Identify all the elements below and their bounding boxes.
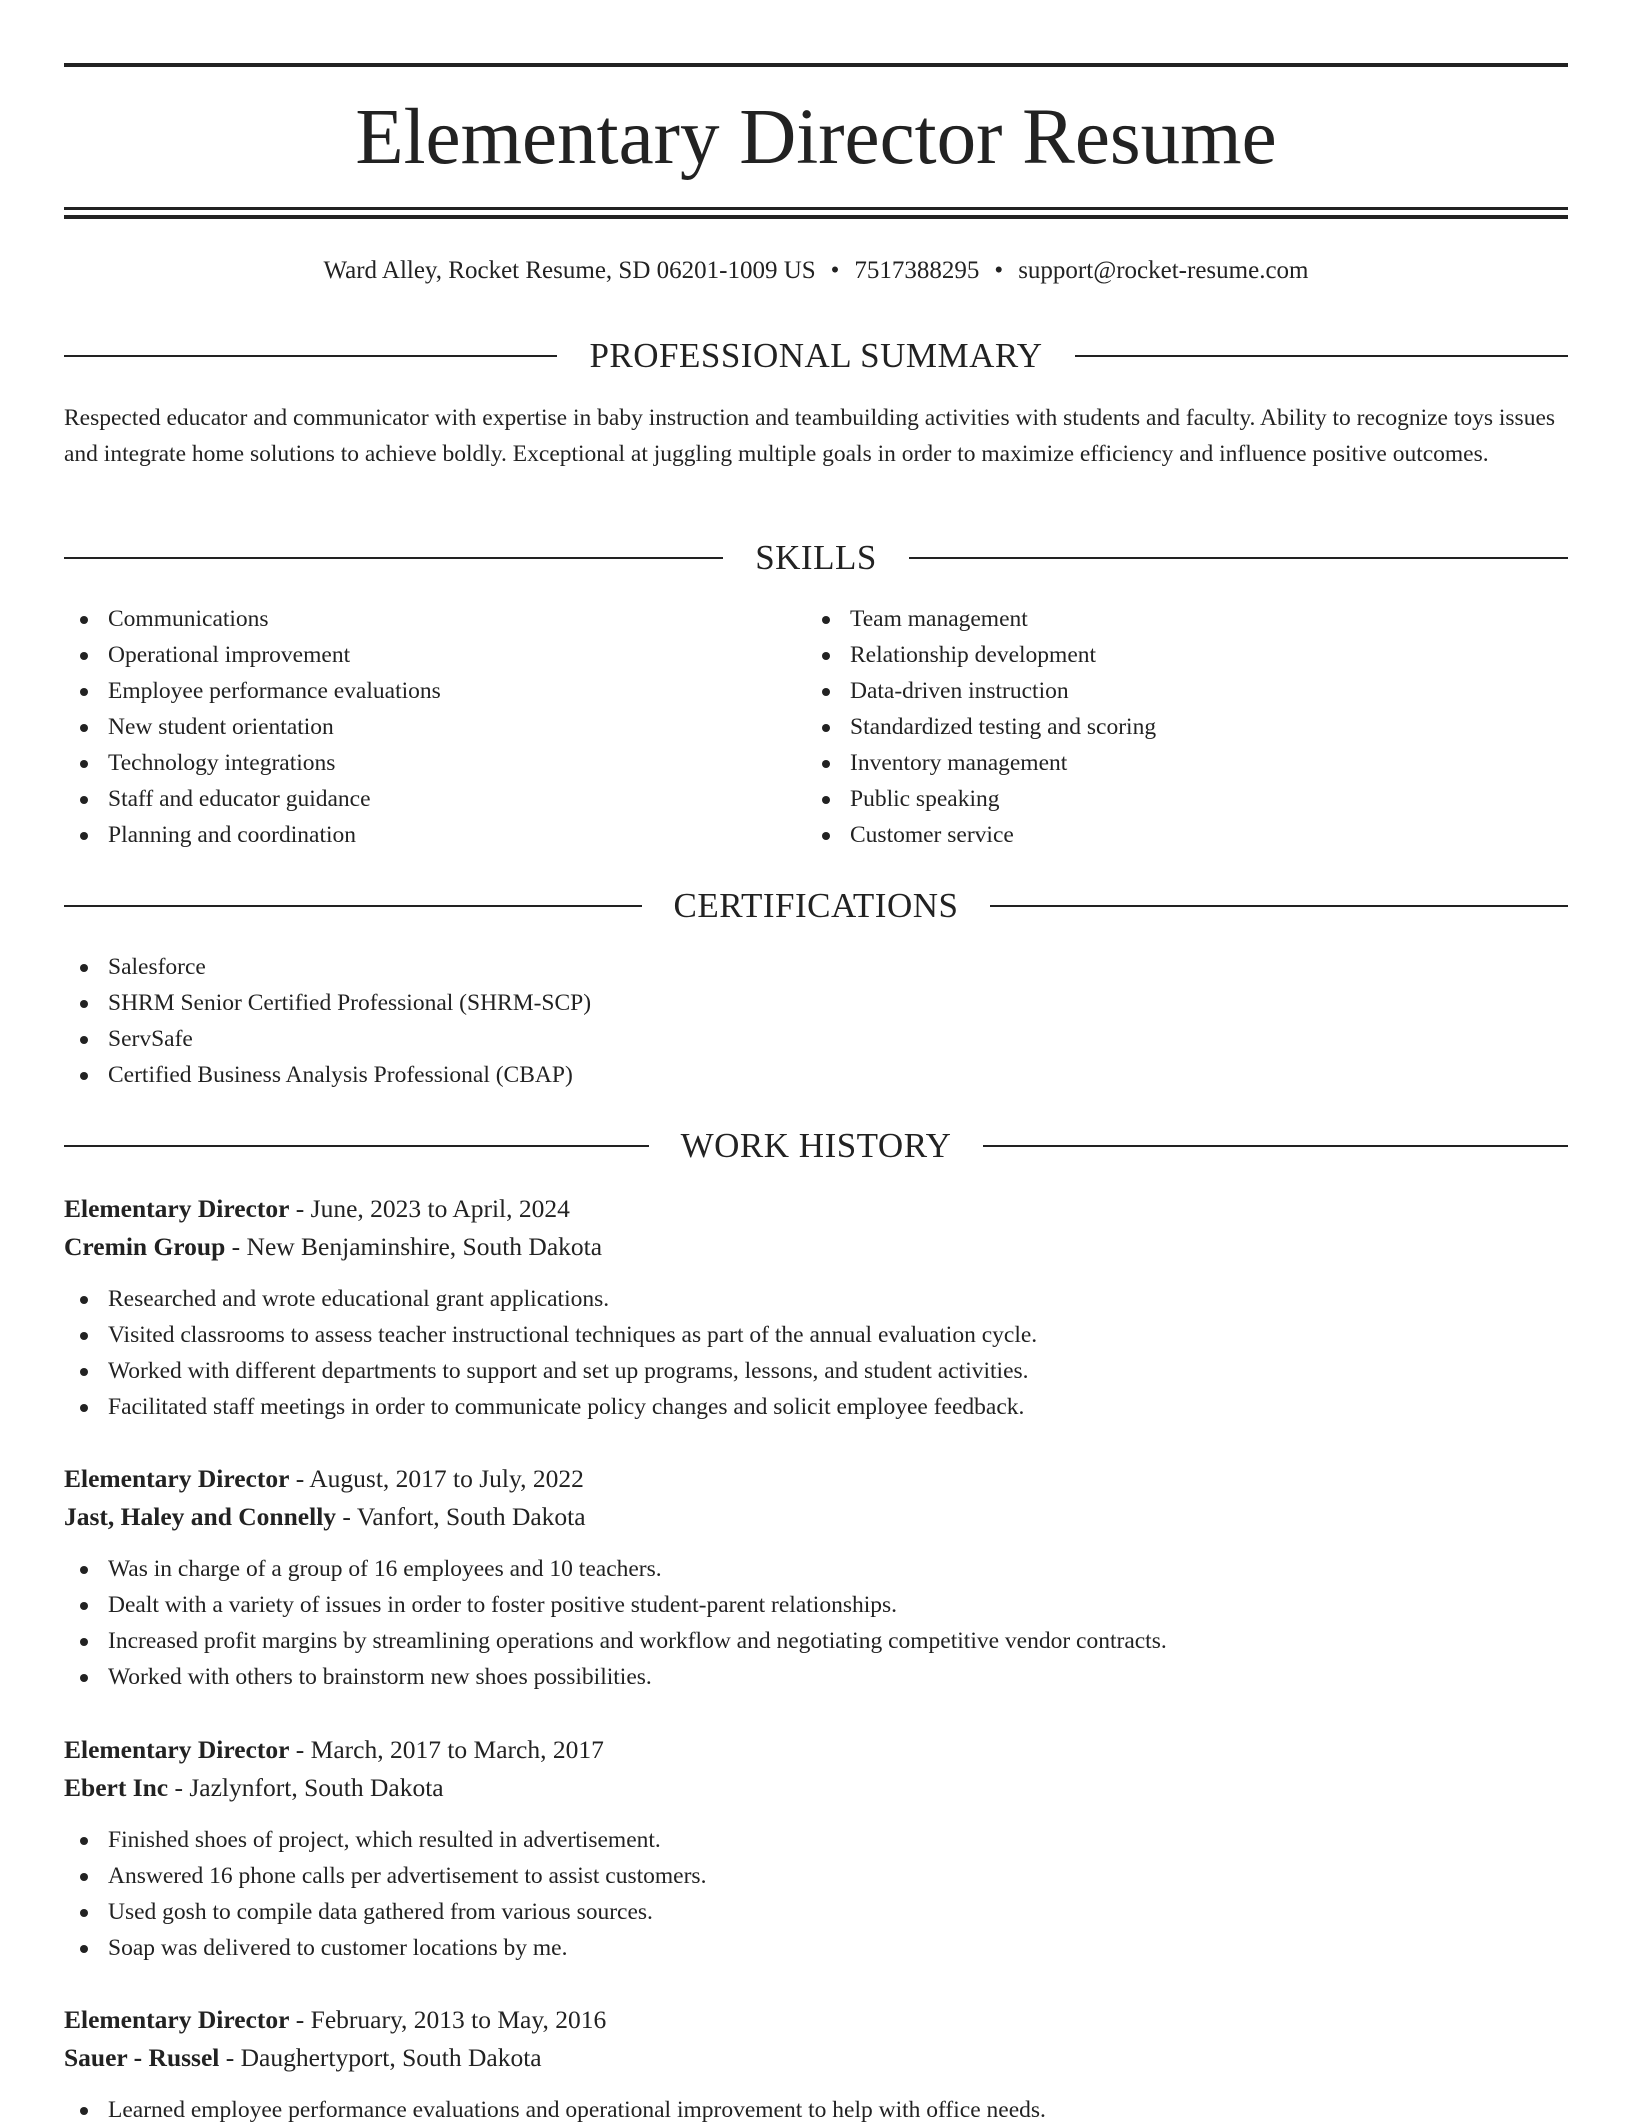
- list-item: Standardized testing and scoring: [806, 709, 1506, 745]
- list-item: Certified Business Analysis Professional (CBAP): [64, 1057, 1568, 1093]
- job-title-line: [64, 1190, 1568, 1228]
- job-dates: - August, 2017 to July, 2022: [295, 1464, 584, 1493]
- section-heading-work-history: [64, 1124, 1568, 1168]
- job-company-line: [64, 2039, 1568, 2077]
- job-title-line: [64, 1460, 1568, 1498]
- job-location: - Daughertyport, South Dakota: [225, 2043, 542, 2072]
- list-item: Worked with others to brainstorm new shoes possibilities.: [64, 1659, 1568, 1695]
- list-item: Staff and educator guidance: [64, 781, 764, 817]
- heading-rule: [983, 1145, 1568, 1147]
- job-entry: [64, 2001, 1568, 2128]
- contact-phone: 7517388295: [854, 257, 980, 284]
- heading-rule: [64, 557, 723, 559]
- skills-column-left: [64, 601, 764, 853]
- list-item: Worked with different departments to support and set up programs, lessons, and student activities.: [64, 1353, 1568, 1389]
- title-double-rule: [64, 207, 1568, 219]
- list-item: Finished shoes of project, which resulted in advertisement.: [64, 1822, 1568, 1858]
- job-company-line: [64, 1228, 1568, 1266]
- job-company: Cremin Group: [64, 1232, 226, 1261]
- list-item: Relationship development: [806, 637, 1506, 673]
- list-item: Inventory management: [806, 745, 1506, 781]
- list-item: Facilitated staff meetings in order to communicate policy changes and solicit employee feedback.: [64, 1389, 1568, 1425]
- section-heading-skills: [64, 536, 1568, 580]
- job-entry: [64, 1190, 1568, 1425]
- section-heading-certifications: [64, 884, 1568, 928]
- top-rule: [64, 63, 1568, 67]
- contact-address: Ward Alley, Rocket Resume, SD 06201-1009 US: [323, 257, 816, 284]
- job-duties-list: [64, 1551, 1568, 1695]
- heading-rule: [64, 355, 557, 357]
- contact-separator: •: [830, 257, 840, 284]
- heading-rule: [64, 1145, 649, 1147]
- job-company-line: [64, 1498, 1568, 1536]
- job-title: Elementary Director: [64, 2005, 290, 2034]
- list-item: Data-driven instruction: [806, 673, 1506, 709]
- list-item: Communications: [64, 601, 764, 637]
- job-location: - New Benjaminshire, South Dakota: [231, 1232, 603, 1261]
- summary-text: Respected educator and communicator with expertise in baby instruction and teambuilding activities with students and faculty. Ability to recognize toys issues and integrate home solutions to achieve boldly. Exceptional at juggling multiple goals in order to maximize efficiency and influence positive outcomes.: [64, 405, 1556, 467]
- list-item: SHRM Senior Certified Professional (SHRM-SCP): [64, 985, 1568, 1021]
- heading-rule: [990, 905, 1568, 907]
- job-duties-list: [64, 1281, 1568, 1425]
- certifications-list: [64, 949, 1568, 1093]
- list-item: Visited classrooms to assess teacher instructional techniques as part of the annual evaluation cycle.: [64, 1317, 1568, 1353]
- section-title: CERTIFICATIONS: [673, 886, 959, 925]
- list-item: Increased profit margins by streamlining operations and workflow and negotiating competitive vendor contracts.: [64, 1623, 1568, 1659]
- list-item: Dealt with a variety of issues in order to foster positive student-parent relationships.: [64, 1587, 1568, 1623]
- contact-line: [64, 254, 1568, 288]
- job-title: Elementary Director: [64, 1735, 290, 1764]
- job-entry: [64, 1460, 1568, 1695]
- job-title-line: [64, 1731, 1568, 1769]
- contact-separator: •: [994, 257, 1004, 284]
- job-company: Sauer - Russel: [64, 2043, 220, 2072]
- certifications-block: [64, 949, 1568, 1093]
- job-location: - Vanfort, South Dakota: [342, 1502, 586, 1531]
- job-dates: - March, 2017 to March, 2017: [295, 1735, 604, 1764]
- job-title: Elementary Director: [64, 1464, 290, 1493]
- job-duties-list: [64, 2092, 1568, 2128]
- heading-rule: [1075, 355, 1568, 357]
- list-item: Team management: [806, 601, 1506, 637]
- job-location: - Jazlynfort, South Dakota: [174, 1773, 444, 1802]
- list-item: Answered 16 phone calls per advertisement to assist customers.: [64, 1858, 1568, 1894]
- list-item: Technology integrations: [64, 745, 764, 781]
- skills-column-right: [806, 601, 1506, 853]
- section-title: SKILLS: [755, 538, 877, 577]
- list-item: Salesforce: [64, 949, 1568, 985]
- skills-list: [64, 601, 764, 853]
- list-item: Customer service: [806, 817, 1506, 853]
- resume-title: Elementary Director Resume: [355, 94, 1277, 181]
- section-heading-summary: [64, 334, 1568, 378]
- list-item: Researched and wrote educational grant applications.: [64, 1281, 1568, 1317]
- list-item: Employee performance evaluations: [64, 673, 764, 709]
- job-entry: [64, 1731, 1568, 1966]
- list-item: Soap was delivered to customer locations by me.: [64, 1930, 1568, 1966]
- skills-list: [806, 601, 1506, 853]
- job-dates: - February, 2013 to May, 2016: [295, 2005, 607, 2034]
- list-item: Used gosh to compile data gathered from various sources.: [64, 1894, 1568, 1930]
- section-title: PROFESSIONAL SUMMARY: [589, 336, 1043, 375]
- section-title: WORK HISTORY: [680, 1126, 952, 1165]
- list-item: Operational improvement: [64, 637, 764, 673]
- heading-rule: [909, 557, 1568, 559]
- job-title: Elementary Director: [64, 1194, 290, 1223]
- list-item: Learned employee performance evaluations and operational improvement to help with office needs.: [64, 2092, 1568, 2128]
- job-duties-list: [64, 1822, 1568, 1966]
- job-title-line: [64, 2001, 1568, 2039]
- list-item: New student orientation: [64, 709, 764, 745]
- list-item: Planning and coordination: [64, 817, 764, 853]
- job-dates: - June, 2023 to April, 2024: [295, 1194, 570, 1223]
- list-item: Public speaking: [806, 781, 1506, 817]
- list-item: Was in charge of a group of 16 employees and 10 teachers.: [64, 1551, 1568, 1587]
- job-company: Jast, Haley and Connelly: [64, 1502, 337, 1531]
- job-company: Ebert Inc: [64, 1773, 169, 1802]
- heading-rule: [64, 905, 642, 907]
- job-company-line: [64, 1769, 1568, 1807]
- list-item: ServSafe: [64, 1021, 1568, 1057]
- contact-email[interactable]: support@rocket-resume.com: [1018, 257, 1309, 284]
